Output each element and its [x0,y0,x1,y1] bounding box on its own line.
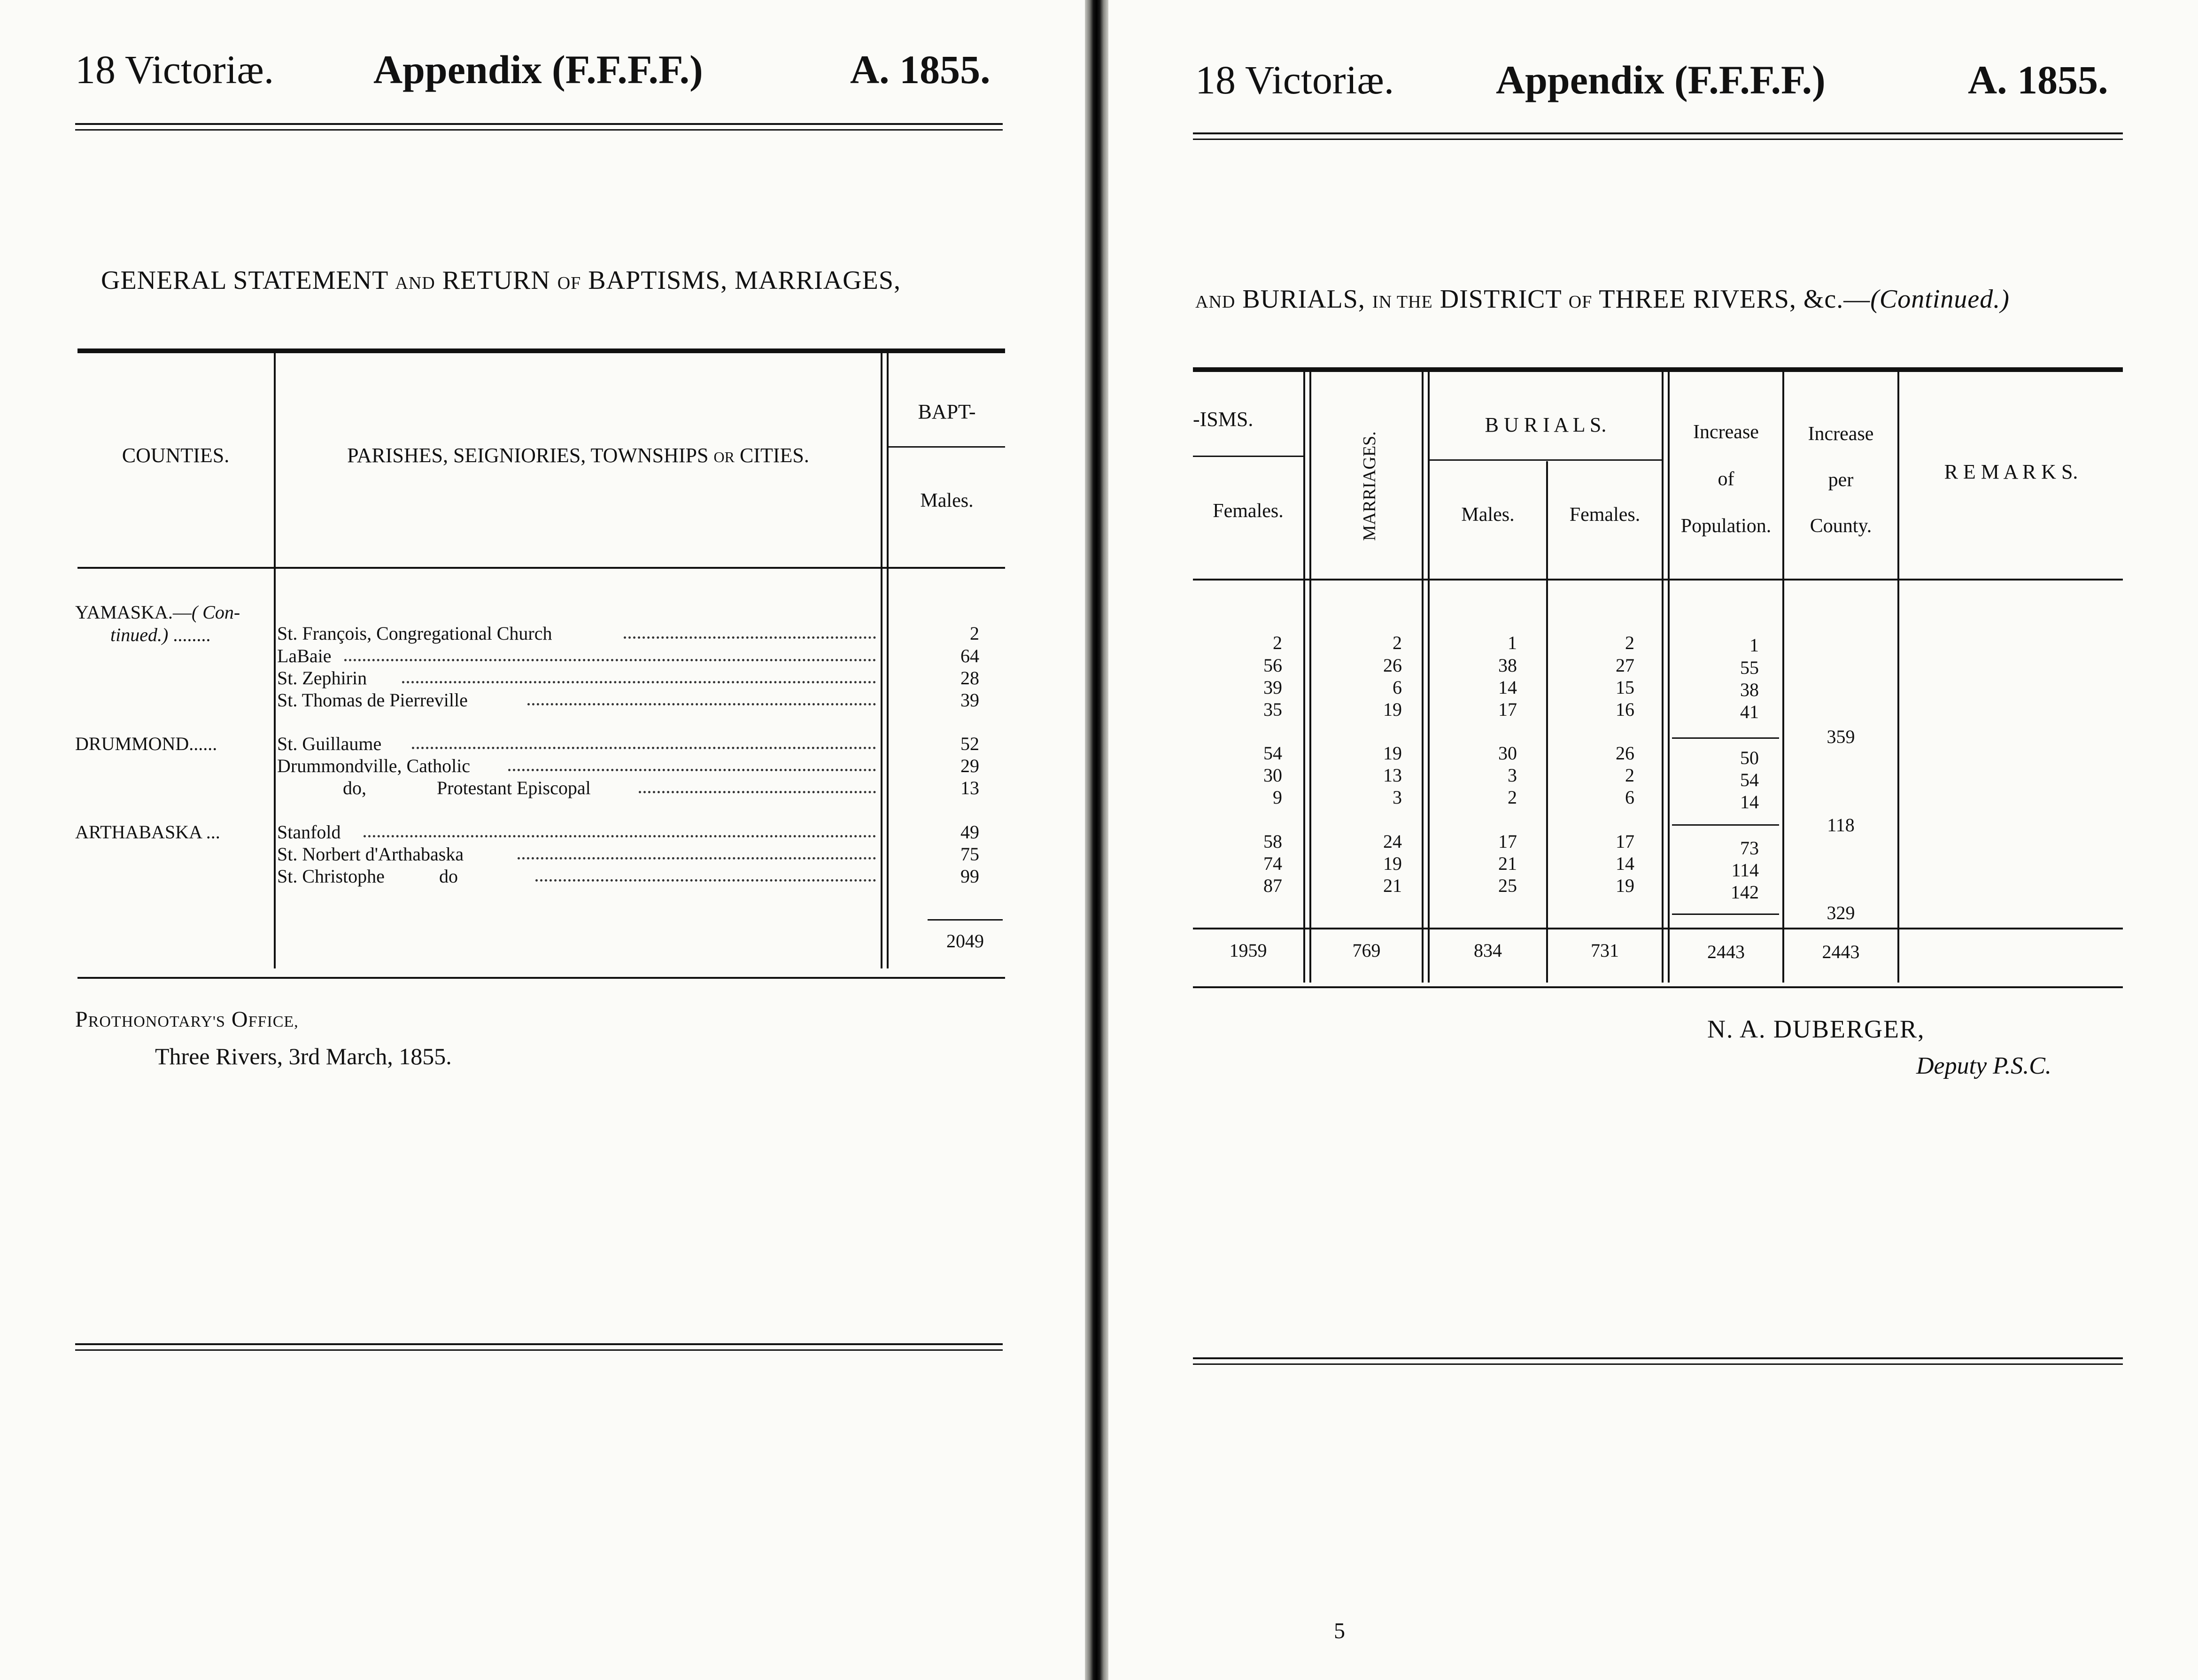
office-letter-1: P [75,1007,88,1032]
county-yamaska [75,601,240,623]
marriages-value: 19 [1383,699,1402,720]
right-table-top-rule [1193,367,2123,372]
left-caption [101,265,901,295]
r-div-1b [1309,372,1311,983]
marriages-value: 3 [1393,787,1402,808]
right-bottom-rule [1193,1357,2123,1365]
counties-header: COUNTIES. [122,444,230,467]
county-arthabaska: ARTHABASKA ... [75,821,220,843]
isms-sub-rule [1193,456,1303,457]
increase-population-value: 55 [1740,657,1759,678]
left-total-rule [928,919,1003,921]
parish-name: Drummondville, Catholic [277,755,471,776]
parishes-header [276,439,881,472]
prothonotary-office [75,1006,299,1032]
bapt-males-value: 49 [960,821,979,843]
marriages-value: 19 [1383,853,1402,874]
dot-leader [639,791,876,793]
burials-males-value: 2 [1508,787,1517,808]
parish-name: St. Thomas de Pierreville [277,689,468,711]
increase-population-value: 114 [1731,859,1759,881]
bapt-females-value: 39 [1263,677,1282,698]
burials-males-value: 17 [1498,699,1517,720]
caption-general-statement: GENERAL STATEMENT [101,266,388,295]
parish-name: St. Norbert d'Arthabaska [277,844,464,865]
total-bapt-males: 2049 [946,930,984,952]
left-table-bottom-rule [77,977,1005,979]
burials-header: B U R I A L S. [1485,413,1607,436]
left-table-top-rule [77,348,1005,353]
bapt-males-value: 39 [960,689,979,711]
increase-population-value: 41 [1740,701,1759,722]
total-burials-males: 834 [1474,940,1502,961]
burials-females-value: 2 [1625,632,1634,653]
dot-leader [344,659,876,661]
parishes-header-a: PARISHES, SEIGNIORIES, TOWNSHIPS [347,444,709,467]
caption-and: AND [395,273,435,293]
caption-baptisms-marriages: BAPTISMS, MARRIAGES, [588,266,901,295]
office-letter-2: ROTHONOTARY'S [88,1013,225,1030]
dot-leader [402,681,876,683]
dot-leader [508,769,876,771]
burials-females-value: 2 [1625,765,1634,786]
burials-females-value: 17 [1616,831,1634,852]
right-header-rule [1193,132,2123,140]
book-gutter [1085,0,1108,1680]
bapt-females-value: 56 [1263,655,1282,676]
dot-leader [527,703,876,705]
bapt-males-value: 99 [960,866,979,887]
caption-r-and: AND [1195,292,1236,312]
caption-of: OF [557,273,581,293]
parish-name: do, [343,777,366,798]
bapt-females-value: 35 [1263,699,1282,720]
parish-name: St. Christophe [277,866,385,887]
increase-population-value: 38 [1740,679,1759,700]
bapt-females-value: 9 [1273,787,1282,808]
right-header-year: A. 1855. [1968,57,2108,102]
place-date: Three Rivers, 3rd March, 1855. [155,1043,452,1069]
bapt-males-value: 52 [960,733,979,754]
county-yamaska-cont: ( Con- [191,602,240,623]
isms-header: -ISMS. [1193,408,1254,431]
left-col-divider-3 [887,353,889,968]
left-header-year: A. 1855. [850,47,991,92]
burials-males-value: 38 [1498,655,1517,676]
burials-females-header: Females. [1569,504,1641,526]
bapt-females-value: 74 [1263,853,1282,874]
right-page [1108,0,2198,1680]
county-yamaska-cont2: tinued.) [110,624,169,645]
burials-females-value: 27 [1616,655,1634,676]
increase-population-value: 54 [1740,769,1759,790]
parishes-header-b: CITIES. [739,444,809,467]
burials-males-value: 3 [1508,765,1517,786]
burials-males-value: 25 [1498,875,1517,896]
total-increase-population: 2443 [1707,941,1745,962]
r-div-2a [1422,372,1424,983]
remarks-header: R E M A R K S. [1944,460,2078,483]
left-header-appendix: Appendix (F.F.F.F.) [373,47,703,92]
increase-population-value: 14 [1740,791,1759,813]
burials-females-value: 19 [1616,875,1634,896]
burials-males-value: 21 [1498,853,1517,874]
burials-females-value: 26 [1616,743,1634,764]
right-header-appendix: Appendix (F.F.F.F.) [1496,57,1826,102]
county-drummond: DRUMMOND...... [75,733,217,754]
parish-name: St. Zephirin [277,667,367,689]
burials-females-value: 16 [1616,699,1634,720]
total-marriages: 769 [1352,940,1381,961]
bapt-females-value: 2 [1273,632,1282,653]
left-bottom-rule [75,1343,1003,1351]
left-header-rule [75,123,1003,131]
caption-r-continued: (Continued.) [1870,285,2010,314]
county-increase-arthabaska: 329 [1827,902,1855,923]
office-letter-4: FFICE, [248,1013,299,1030]
bapt-sub-rule [889,446,1005,448]
right-caption [1195,284,2010,314]
county-yamaska-name: YAMASKA.— [75,602,192,623]
bapt-females-value: 30 [1263,765,1282,786]
r-div-3 [1546,461,1548,983]
marriages-value: 19 [1383,743,1402,764]
marriages-header: MARRIAGES. [1360,431,1379,541]
parish-name: St. François, Congregational Church [277,623,552,644]
parish-name: LaBaie [277,645,332,666]
inc-pop-h2: of [1718,468,1734,490]
dot-leader [535,879,876,882]
total-burials-females: 731 [1591,940,1619,961]
burials-females-value: 14 [1616,853,1634,874]
inc-cty-h2: per [1828,469,1854,491]
bapt-males-value: 29 [960,755,979,776]
bapt-females-value: 54 [1263,743,1282,764]
dot-leader [412,747,876,749]
inc-cty-h1: Increase [1808,423,1874,445]
caption-r-three-rivers: THREE RIVERS, &c.— [1599,285,1871,314]
county-increase-drummond-yamaska: 359 [1827,726,1855,747]
caption-r-district: DISTRICT [1440,285,1562,314]
left-col-divider-2 [881,353,882,968]
burials-males-value: 30 [1498,743,1517,764]
bapt-header: BAPT- [918,400,976,423]
burials-females-value: 15 [1616,677,1634,698]
left-table-header-rule [77,567,1005,569]
parish-name-extra: do [439,866,458,887]
bapt-males-header: Males. [920,490,974,511]
office-letter-3: O [231,1007,248,1032]
right-table-header-rule [1193,579,2123,581]
marriages-value: 13 [1383,765,1402,786]
r-div-4a [1662,372,1664,983]
increase-county-header [1784,411,1897,549]
burials-males-value: 14 [1498,677,1517,698]
page-number: 5 [1334,1618,1345,1643]
total-increase-county: 2443 [1822,941,1860,962]
bapt-males-value: 2 [970,623,979,644]
right-table-bottom-rule [1193,986,2123,988]
parish-name: Stanfold [277,821,341,843]
total-bapt-females: 1959 [1229,940,1267,961]
dot-leader [364,835,876,837]
caption-r-burials: BURIALS, [1242,285,1365,314]
caption-return: RETURN [442,266,550,295]
right-header-session: 18 Victoriæ. [1195,57,1394,102]
increase-population-value: 1 [1749,635,1759,656]
burials-females-value: 6 [1625,787,1634,808]
dot-leader [518,857,876,859]
bapt-males-value: 75 [960,844,979,865]
right-table-total-rule [1193,928,2123,929]
parish-name-extra: Protestant Episcopal [437,777,591,798]
bapt-females-value: 87 [1263,875,1282,896]
marriages-value: 21 [1383,875,1402,896]
inc-pop-h3: Population. [1680,515,1772,537]
burials-males-value: 17 [1498,831,1517,852]
parishes-header-or: OR [713,449,735,465]
dot-leader [624,636,876,639]
bapt-females-value: 58 [1263,831,1282,852]
increase-population-value: 73 [1740,837,1759,859]
caption-r-of: OF [1568,292,1593,312]
inc-pop-group-rule-1 [1672,737,1779,739]
bapt-males-value: 64 [960,645,979,666]
county-increase-drummond: 118 [1827,814,1855,836]
marriages-value: 2 [1393,632,1402,653]
county-yamaska-dots: ........ [173,624,211,645]
inc-pop-h1: Increase [1693,421,1759,443]
signer-name: N. A. DUBERGER, [1707,1015,1925,1043]
bapt-males-value: 13 [960,777,979,798]
parish-name: St. Guillaume [277,733,382,754]
increase-population-header [1670,409,1782,550]
burials-males-header: Males. [1461,504,1515,526]
left-page [0,0,1085,1680]
r-div-2b [1428,372,1430,983]
inc-cty-h3: County. [1810,515,1872,537]
increase-population-value: 142 [1731,882,1759,903]
bapt-females-header: Females. [1213,500,1284,522]
inc-pop-group-rule-2 [1672,824,1779,826]
burials-sub-rule [1430,459,1662,461]
left-header-session: 18 Victoriæ. [75,47,274,92]
inc-pop-group-rule-3 [1672,914,1779,915]
marriages-value: 26 [1383,655,1402,676]
increase-population-value: 50 [1740,747,1759,768]
county-yamaska-line2 [110,624,210,646]
r-div-1a [1303,372,1305,983]
caption-r-in-the: IN THE [1372,292,1433,312]
burials-males-value: 1 [1508,632,1517,653]
bapt-males-value: 28 [960,667,979,689]
signer-title: Deputy P.S.C. [1916,1053,2051,1079]
marriages-value: 6 [1393,677,1402,698]
marriages-value: 24 [1383,831,1402,852]
